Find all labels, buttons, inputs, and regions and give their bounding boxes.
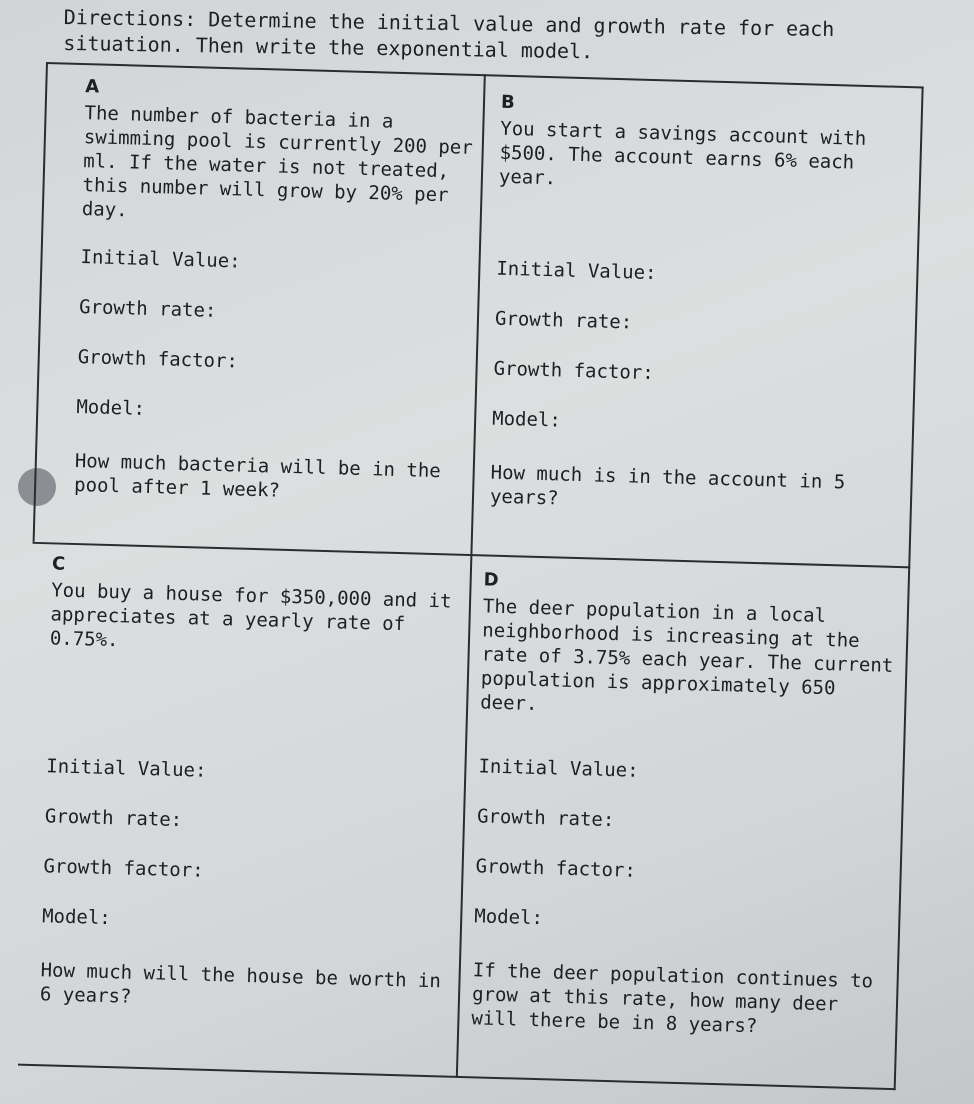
box-c-growth-factor: Growth factor:	[43, 855, 204, 882]
box-c-model: Model:	[41, 905, 112, 930]
box-d-letter: D	[483, 569, 499, 591]
box-d-growth-factor: Growth factor:	[475, 855, 637, 882]
box-c-question: How much will the house be worth in 6 years?	[39, 959, 442, 1008]
box-a-initial-value: Initial Value:	[80, 246, 241, 273]
box-b-model: Model:	[491, 407, 562, 432]
box-c	[40, 552, 465, 1017]
directions-text: Directions: Determine the initial value and growth rate for each situation. Then write the exponential model.	[63, 4, 835, 64]
box-a-question: How much bacteria will be in the pool after 1 week?	[73, 449, 442, 502]
box-b-initial-value: Initial Value:	[496, 257, 657, 285]
box-a-prompt: The number of bacteria in a swimming pool is currently 200 per ml. If the water is not treated, this number will grow by 20% per day.	[81, 102, 474, 222]
box-b	[490, 91, 914, 520]
box-d	[471, 568, 900, 1041]
box-c-letter: C	[51, 553, 66, 575]
box-d-initial-value: Initial Value:	[478, 755, 639, 782]
box-a-model: Model:	[76, 395, 146, 420]
box-a-growth-factor: Growth factor:	[77, 346, 239, 373]
box-c-prompt: You buy a house for $350,000 and it appreciates at a yearly rate of 0.75%.	[49, 579, 452, 652]
grid-left-border	[33, 62, 48, 542]
box-c-initial-value: Initial Value:	[46, 755, 207, 782]
box-a-growth-rate: Growth rate:	[78, 296, 217, 322]
box-b-letter: B	[500, 91, 516, 114]
box-d-question: If the deer population continues to grow at this rate, how many deer will there be in 8 years?	[471, 959, 874, 1038]
box-b-prompt: You start a savings account with $500. The account earns 6% each year.	[498, 117, 867, 190]
box-b-question: How much is in the account in 5 years?	[489, 461, 846, 510]
box-b-growth-factor: Growth factor:	[493, 357, 655, 385]
box-d-prompt: The deer population in a local neighborhood is increasing at the rate of 3.75% each year. The current population is approximately 650 deer.	[479, 595, 894, 715]
box-b-growth-rate: Growth rate:	[494, 307, 633, 334]
worksheet-grid	[18, 62, 924, 1090]
box-a-letter: A	[85, 76, 100, 98]
box-d-growth-rate: Growth rate:	[476, 805, 615, 832]
box-a	[74, 75, 478, 508]
box-d-model: Model:	[474, 905, 544, 930]
box-c-growth-rate: Growth rate:	[44, 805, 183, 832]
